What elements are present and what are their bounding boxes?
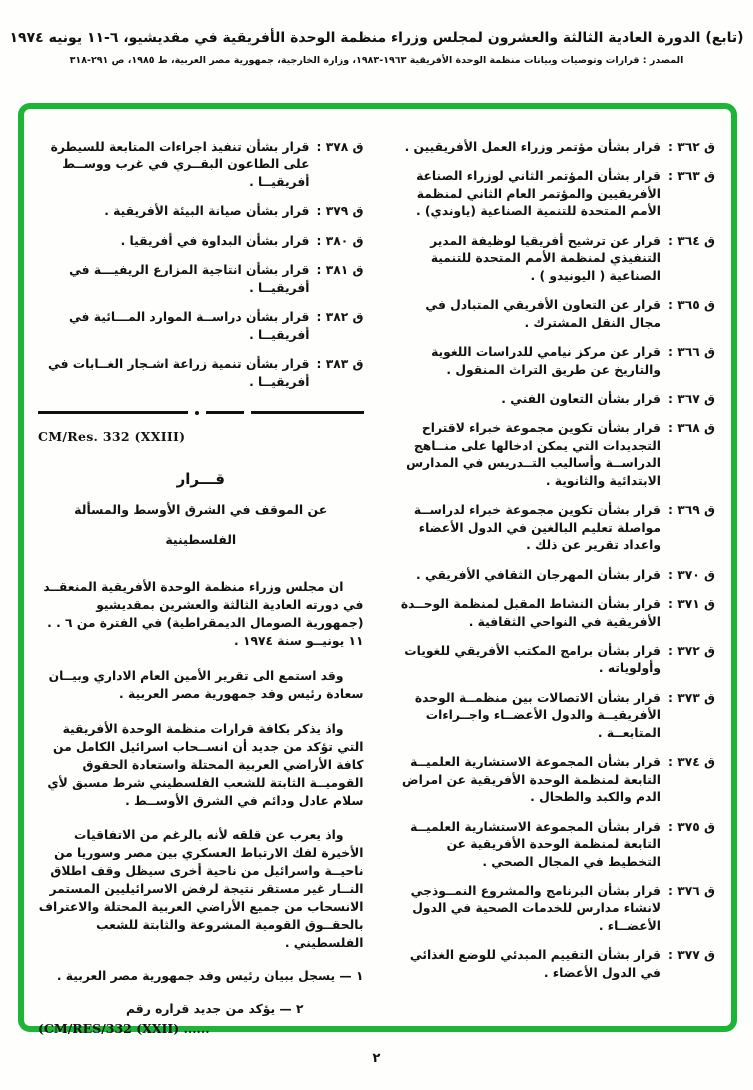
- resolution-operative-item-1: ١ — يسجل ببيان رئيس وفد جمهورية مصر العربية .: [56, 969, 364, 984]
- resolution-text: قرار بشأن النشاط المقبل لمنظمة الوحــدة الأفريقية في النواحي الثقافية .: [400, 597, 661, 629]
- resolution-text: قرار بشأن مؤتمر وزراء العمل الأفريقيين .: [404, 140, 661, 154]
- resolution-item-369: [390, 502, 716, 554]
- resolution-item-374: [390, 754, 716, 806]
- resolution-paragraph-2: وقد استمع الى تقرير الأمين العام الاداري وبيــان سعادة رئيس وفد جمهورية مصر العربية .: [48, 668, 364, 701]
- resolution-text: قرار بشأن انتاجية المزارع الريفيـــة في أفريقيــا .: [69, 263, 310, 295]
- resolution-item-382: [38, 309, 364, 344]
- resolution-number: ق ٣٨٢ :: [316, 310, 364, 325]
- resolution-item-371: [390, 596, 716, 631]
- resolution-reference-code: CM/Res. 332 (XXIII): [38, 428, 186, 444]
- resolution-number: ق ٣٧١ :: [667, 597, 715, 612]
- header-source-line: المصدر : قرارات وتوصيات وبيانات منظمة الوحدة الأفريقية ١٩٦٣-١٩٨٣، وزارة الخارجية، جمهورية مصر العربية، ط ١٩٨٥، ص ٢٩١-٣١٨: [69, 55, 684, 66]
- resolution-number: ق ٣٦٢ :: [667, 140, 715, 154]
- resolution-number: ق ٣٦٤ :: [667, 233, 715, 248]
- resolution-text: قرار عن التعاون الأفريقي المتبادل في مجال النقل المشترك .: [425, 298, 661, 330]
- resolution-text: قرار بشأن برامج المكتب الأفريقي للغويات وأولوياته .: [404, 643, 661, 676]
- resolution-number: ق ٣٦٨ :: [667, 421, 715, 436]
- resolution-item-379: [38, 203, 364, 220]
- resolution-number: ق ٣٧٠ :: [667, 567, 715, 582]
- resolution-item-373: [390, 690, 716, 742]
- resolution-operative-item-2: ٢ — يؤكد من جديد قراره رقم: [126, 1002, 304, 1017]
- resolution-item-383: [38, 356, 364, 391]
- resolution-text: قرار بشأن المهرجان الثقافي الأفريقي .: [416, 567, 661, 582]
- right-column-resolutions-list: [390, 139, 716, 1018]
- resolution-paragraph-4: واذ يعرب عن قلقه لأنه بالرغم من الاتفاقيات الأخيرة لفك الارتباط العسكري بين مصر وسوريا من ناحيــة واسرائيل من ناحية أخرى سيظل وقف اطلاق النــار غير مستقر نتيجة لرفض الاسرائيليين المستمر الانسحاب من جميع الأراضي العربية المحتلة والاعتراف بالحقــوق القومية المشروعة والثابتة للشعب الفلسطيني .: [38, 828, 364, 951]
- resolution-number: ق ٣٧٨ :: [316, 140, 364, 154]
- resolution-number: ق ٣٦٣ :: [667, 169, 715, 184]
- resolution-number: ق ٣٦٩ :: [667, 503, 715, 518]
- resolution-item-377: [390, 947, 716, 982]
- resolution-number: ق ٣٨١ :: [316, 263, 364, 278]
- resolution-item-365: [390, 297, 716, 332]
- resolution-number: ق ٣٧٩ :: [316, 204, 364, 219]
- resolution-subtitle-line1: عن الموقف في الشرق الأوسط والمسألة: [74, 501, 328, 517]
- reaffirmed-resolution-code: (CM/RES/332 (XXII) ......: [38, 1021, 210, 1037]
- section-divider-rule: [38, 411, 364, 415]
- resolution-item-380: [38, 233, 364, 250]
- resolution-item-364: [390, 233, 716, 285]
- resolution-number: ق ٣٨٣ :: [316, 357, 364, 372]
- page-header: [0, 0, 753, 66]
- resolution-item-366: [390, 344, 716, 379]
- resolution-number: ق ٣٧٧ :: [667, 948, 715, 963]
- resolution-title: قـــرار: [176, 469, 225, 488]
- resolution-number: ق ٣٧٤ :: [667, 755, 715, 770]
- resolution-item-376: [390, 883, 716, 935]
- green-border-content-box: [18, 103, 737, 1037]
- resolution-number: ق ٣٧٦ :: [667, 883, 715, 898]
- resolution-text: قرار بشأن المجموعة الاستشارية العلميــة التابعة لمنظمة الوحدة الأفريقية عن امراض الدم والكبد والطحال .: [402, 755, 661, 805]
- resolution-item-368: [390, 420, 716, 490]
- resolution-text: قرار بشأن الاتصالات بين منظمــة الوحدة الأفريقيــة والدول الأعضــاء واجــراءات المتابعــة .: [414, 690, 661, 740]
- resolution-item-362: [390, 139, 716, 156]
- resolution-item-375: [390, 819, 716, 871]
- resolution-number: ق ٣٦٦ :: [667, 345, 715, 360]
- resolution-text: قرار بشأن صيانة البيئة الأفريقية .: [104, 204, 310, 219]
- resolution-item-367: [390, 391, 716, 408]
- resolution-number: ق ٣٧٣ :: [667, 690, 715, 705]
- resolution-paragraph-1: ان مجلس وزراء منظمة الوحدة الأفريقية المنعقــد في دورته العادية الثالثة والعشرين بمقديشيو (جمهورية الصومال الديمقراطية) في الفترة من ٦ . . ١١ يونيــو سنة ١٩٧٤ .: [43, 579, 364, 648]
- resolution-subtitle-line2: الفلسطينية: [165, 532, 237, 548]
- resolution-item-381: [38, 262, 364, 297]
- resolution-text: قرار بشأن المجموعة الاستشارية العلميــة التابعة لمنظمة الوحدة الأفريقية عن التخطيط في المجال الصحي .: [410, 819, 661, 869]
- resolution-text: قرار بشأن تنفيذ اجراءات المتابعة للسيطرة على الطاعون البقــري في غرب ووســط أفريقيــا .: [50, 140, 310, 189]
- resolution-number: ق ٣٨٠ :: [316, 233, 364, 248]
- resolution-text: قرار بشأن تكوين مجموعة خبراء لاقتراح التجديدات التي يمكن ادخالها على منــاهج الدراســة وأساليب التــدريس في المدارس الابتدائية والثانوية .: [406, 421, 661, 488]
- resolution-text: قرار عن مركز نيامي للدراسات اللغوية والتاريخ عن طريق التراث المنقول .: [431, 345, 661, 377]
- resolution-text: قرار بشأن تكوين مجموعة خبراء لدراســة مواصلة تعليم البالغين في الدول الأعضاء واعداد تقرير عن ذلك .: [413, 503, 661, 553]
- resolution-text: قرار بشأن المؤتمر الثاني لوزراء الصناعة الأفريقيين والمؤتمر العام الثاني لمنظمة الأمم المتحدة للتنمية الصناعية (ياوندي) .: [415, 169, 661, 219]
- resolution-item-363: [390, 168, 716, 220]
- resolution-item-372: [390, 643, 716, 678]
- resolution-number: ق ٣٧٢ :: [667, 643, 715, 658]
- resolution-number: ق ٣٧٥ :: [667, 819, 715, 834]
- resolution-text: قرار عن ترشيح أفريقيا لوظيفة المدير التنفيذي لمنظمة الأمم المتحدة للتنمية الصناعية ( اليونيدو ) .: [430, 233, 661, 283]
- resolution-text: قرار بشأن التقييم المبدئي للوضع الغذائي في الدول الأعضاء .: [409, 948, 661, 980]
- resolution-number: ق ٣٦٧ :: [667, 391, 715, 406]
- page-number: ٢: [372, 1051, 381, 1066]
- resolution-text: قرار بشأن تنمية زراعة اشـجار الغــابات في أفريقيــا .: [48, 357, 310, 389]
- resolution-paragraph-3: واذ يذكر بكافة قرارات منظمة الوحدة الأفريقية التي تؤكد من جديد أن انســحاب اسرائيل الكامل من كافة الأراضي العربية المحتلة واستعادة الحقوق القوميــة الثابتة للشعب الفلسطيني شرط مسبق لأي سلام عادل ودائم في الشرق الأوســط .: [47, 721, 364, 808]
- left-column: [38, 139, 364, 1037]
- header-session-title: (تابع) الدورة العادية الثالثة والعشرون لمجلس وزراء منظمة الوحدة الأفريقية في مقديشيو، ٦-١١ يونيه ١٩٧٤: [9, 30, 744, 46]
- resolution-text: قرار بشأن التعاون الفني .: [501, 391, 661, 406]
- resolution-text: قرار بشأن البرنامج والمشروع النمــوذجي لانشاء مدارس للخدمات الصحية في الدول الأعضــاء .: [410, 883, 661, 933]
- resolution-item-370: [390, 567, 716, 584]
- resolution-number: ق ٣٦٥ :: [667, 298, 715, 313]
- resolution-text: قرار بشأن دراســة الموارد المـــائية في أفريقيــا .: [68, 310, 310, 342]
- resolution-text: قرار بشأن البداوة في أفريقيا .: [120, 233, 310, 248]
- resolution-item-378: [38, 139, 364, 191]
